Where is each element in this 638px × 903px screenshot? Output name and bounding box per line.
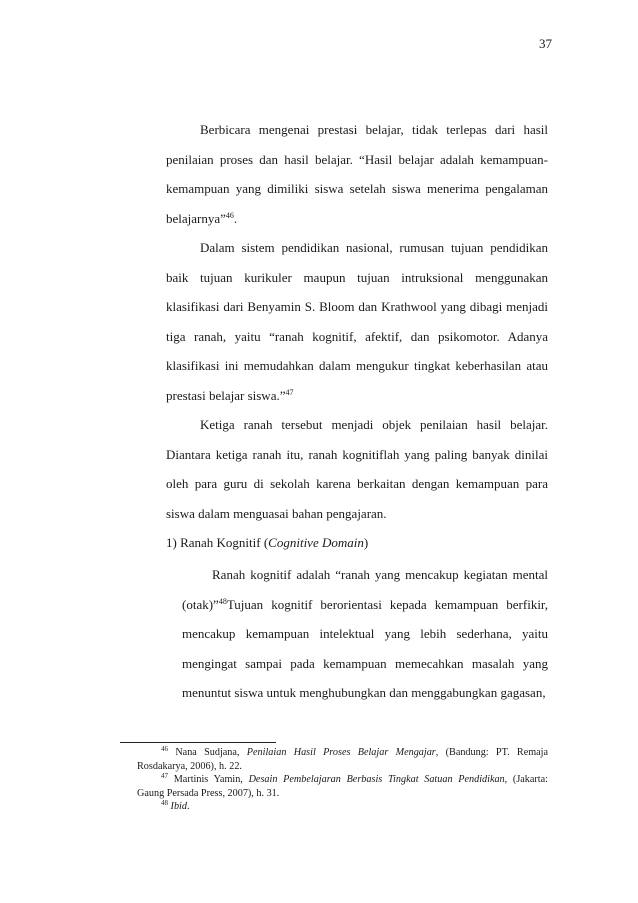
paragraph-2-text: Dalam sistem pendidikan nasional, rumusan tujuan pendidikan baik tujuan kurikuler maupun tujuan intruksional menggunakan klasifikasi dari Benyamin S. Bloom dan Krathwool yang dibagi menjadi tiga ranah, yaitu “ranah kognitif, afektif, dan psikomotor. Adanya klasifikasi ini memudahkan dalam mengukur tingkat keberhasilan atau prestasi belajar siswa.” (166, 240, 548, 403)
footnote-rest: , (Jakarta: Gaung Persada Press, 2007), h. 31. (137, 774, 548, 799)
paragraph-2 (166, 233, 548, 410)
footnote-number: 46 (161, 745, 168, 753)
footnote-title: Desain Pembelajaran Berbasis Tingkat Satuan Pendidikan (248, 774, 505, 785)
footnote-title: Penilaian Hasil Proses Belajar Mengajar (246, 747, 436, 758)
body-text (166, 115, 548, 558)
footnote-title: Ibid (170, 801, 187, 812)
heading-prefix: 1) Ranah Kognitif ( (166, 535, 269, 550)
footnote-number: 48 (161, 799, 168, 807)
sub-paragraph-text: Ranah kognitif adalah “ranah yang mencakup kegiatan mental (otak)” (182, 567, 548, 612)
sub-section (182, 560, 548, 708)
footnote-rest: . (186, 801, 190, 812)
footnote-author: Nana Sudjana, (175, 747, 240, 758)
footnote-author: Martinis Yamin, (173, 774, 243, 785)
footnote-47 (137, 773, 548, 800)
footnotes (137, 746, 548, 814)
section-heading (166, 528, 548, 558)
sub-paragraph-tail: Tujuan kognitif berorientasi kepada kemampuan berfikir, mencakup kemampuan intelektual yang lebih sederhana, yaitu mengingat sampai pada kemampuan memecahkan masalah yang menuntut siswa untuk menghubungkan dan menggabungkan gagasan, (182, 596, 548, 700)
heading-italic: Cognitive Domain (268, 535, 364, 550)
page-number: 37 (539, 36, 552, 51)
footnote-48 (137, 800, 548, 814)
footnote-ref-47: 47 (285, 387, 294, 397)
paragraph-1 (166, 115, 548, 233)
footnote-rest: , (Bandung: PT. Remaja Rosdakarya, 2006), h. 22. (137, 747, 549, 772)
footnote-46 (137, 746, 548, 773)
footnote-number: 47 (161, 772, 168, 780)
footnote-ref-46: 46 (225, 210, 234, 220)
footnote-divider (120, 742, 276, 743)
footnote-ref-48: 48 (218, 596, 227, 606)
sub-paragraph (182, 560, 548, 708)
paragraph-3 (166, 410, 548, 528)
heading-suffix: ) (363, 535, 369, 550)
paragraph-1-tail: . (233, 210, 238, 226)
paragraph-3-text: Ketiga ranah tersebut menjadi objek penilaian hasil belajar. Diantara ketiga ranah itu, ranah kognitiflah yang paling banyak dinilai oleh para guru di sekolah karena berkaitan dengan kemampuan para siswa dalam menguasai bahan pengajaran. (166, 417, 548, 521)
paragraph-1-text: Berbicara mengenai prestasi belajar, tidak terlepas dari hasil penilaian proses dan hasil belajar. “Hasil belajar adalah kemampuan-kemampuan yang dimiliki siswa setelah siswa menerima pengalaman belajarnya” (166, 122, 548, 226)
